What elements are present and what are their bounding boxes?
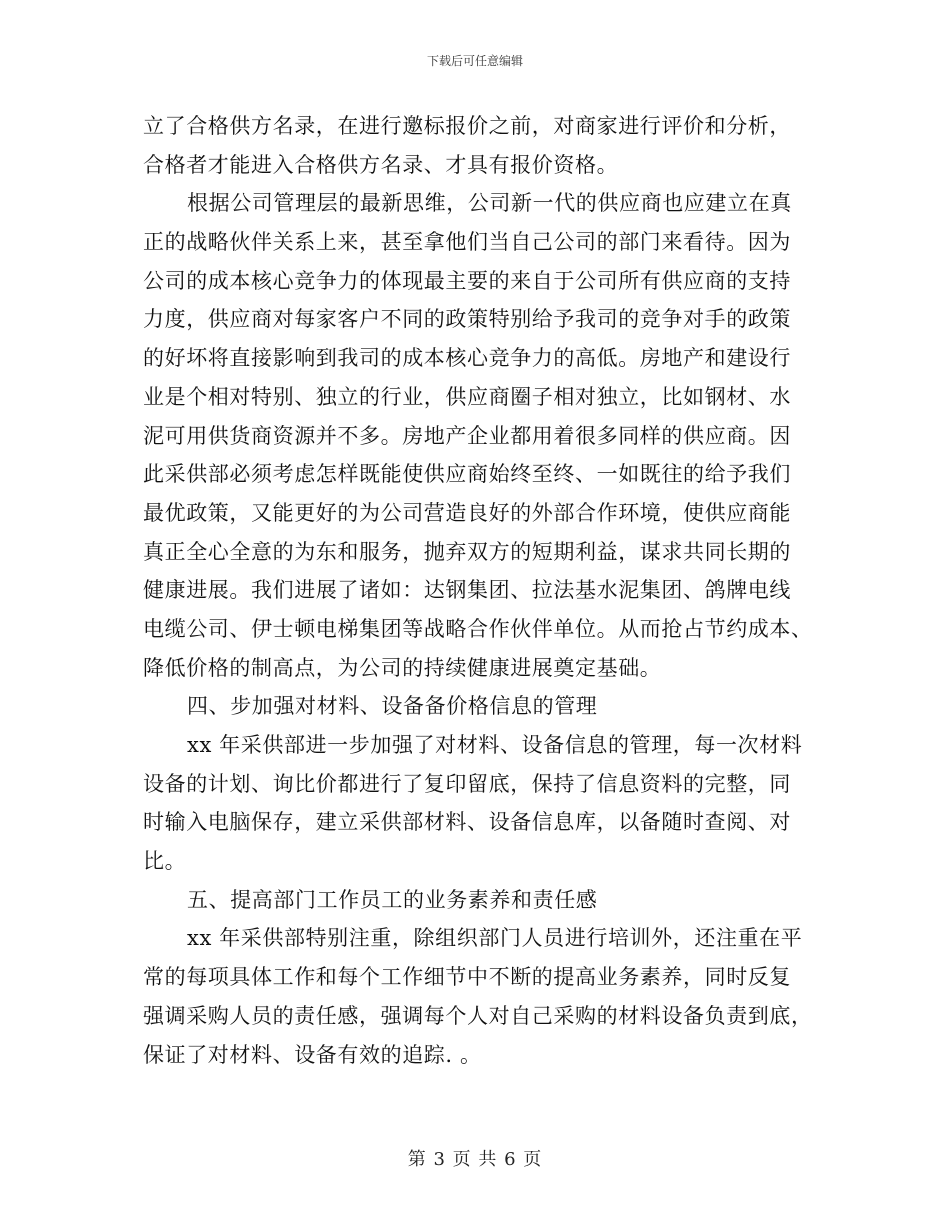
section-heading-4: 四、步加强对材料、设备备价格信息的管理	[187, 694, 598, 719]
body-line: 公司的成本核心竞争力的体现最主要的来自于公司所有供应商的支持	[143, 268, 791, 293]
document-body	[143, 107, 813, 1074]
body-line: 电缆公司、伊士顿电梯集团等战略合作伙伴单位。从而抢占节约成本、	[143, 616, 813, 641]
body-line: 时输入电脑保存，建立采供部材料、设备信息库，以备随时查阅、对	[143, 810, 791, 835]
paragraph-start-line: xx 年采供部特别注重，除组织部门人员进行培训外，还注重在平	[187, 926, 803, 951]
body-line: 保证了对材料、设备有效的追踪. 。	[143, 1042, 482, 1067]
body-line: 业是个相对特别、独立的行业，供应商圈子相对独立，比如钢材、水	[143, 384, 791, 409]
header-note: 下载后可任意编辑	[426, 54, 523, 68]
body-line: 降低价格的制高点，为公司的持续健康进展奠定基础。	[143, 655, 662, 680]
body-line: 立了合格供方名录，在进行邀标报价之前，对商家进行评价和分析，	[143, 114, 791, 138]
body-line: 真正全心全意的为东和服务，抛弃双方的短期利益，谋求共同长期的	[143, 539, 791, 564]
paragraph-start-line: xx 年采供部进一步加强了对材料、设备信息的管理，每一次材料	[187, 733, 803, 757]
page-number: 第 3 页 共 6 页	[407, 1149, 543, 1170]
body-line: 正的战略伙伴关系上来，甚至拿他们当自己公司的部门来看待。因为	[143, 230, 791, 255]
body-line: 泥可用供货商资源并不多。房地产企业都用着很多同样的供应商。因	[143, 423, 791, 448]
body-line: 健康进展。我们进展了诸如：达钢集团、拉法基水泥集团、鸽牌电线	[143, 578, 791, 603]
body-line: 合格者才能进入合格供方名录、才具有报价资格。	[143, 152, 619, 177]
body-line: 的好坏将直接影响到我司的成本核心竞争力的高低。房地产和建设行	[143, 346, 791, 371]
body-line: 最优政策，又能更好的为公司营造良好的外部合作环境，使供应商能	[143, 500, 791, 525]
body-line: 常的每项具体工作和每个工作细节中不断的提高业务素养，同时反复	[143, 965, 791, 990]
body-line: 设备的计划、询比价都进行了复印留底，保持了信息资料的完整，同	[143, 771, 791, 796]
section-heading-5: 五、提高部门工作员工的业务素养和责任感	[187, 887, 598, 912]
body-line: 强调采购人员的责任感，强调每个人对自己采购的材料设备负责到底，	[143, 1003, 813, 1028]
body-line: 此采供部必须考虑怎样既能使供应商始终至终、一如既往的给予我们	[143, 462, 791, 487]
body-line: 力度，供应商对每家客户不同的政策特别给予我司的竞争对手的政策	[143, 307, 791, 332]
body-line: 比。	[143, 849, 187, 874]
paragraph-start-line: 根据公司管理层的最新思维，公司新一代的供应商也应建立在真	[187, 191, 792, 216]
